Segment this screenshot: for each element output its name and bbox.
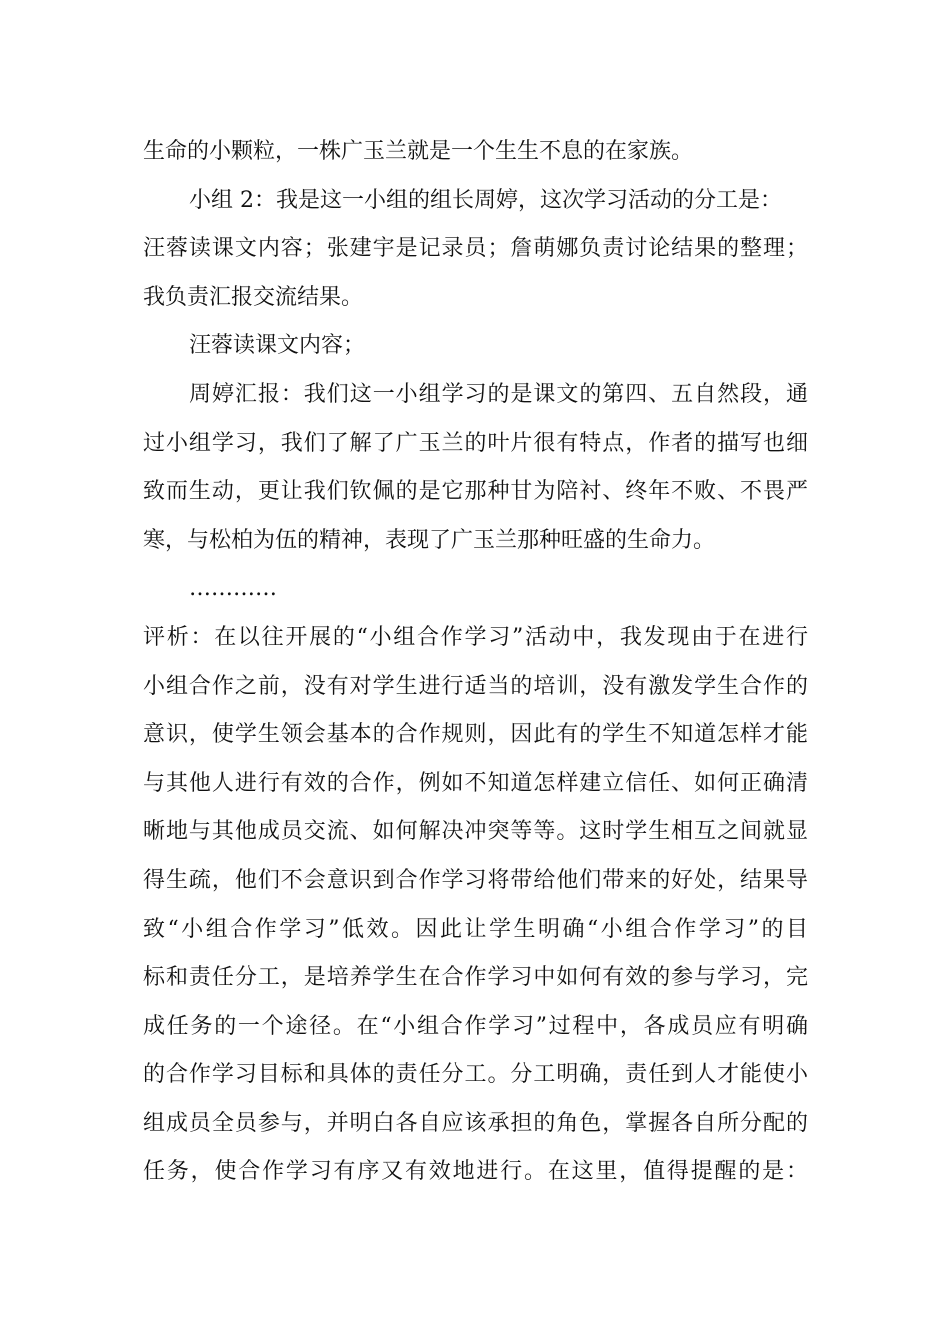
text-line: 得生疏，他们不会意识到合作学习将带给他们带来的好处，结果导	[143, 867, 808, 893]
text-line: 成任务的一个途径。在“小组合作学习”过程中，各成员应有明确	[143, 1013, 808, 1039]
text-line: 任务，使合作学习有序又有效地进行。在这里，值得提醒的是：	[143, 1159, 808, 1185]
text-line: 过小组学习，我们了解了广玉兰的叶片很有特点，作者的描写也细	[143, 430, 808, 456]
text-line: 生命的小颗粒，一株广玉兰就是一个生生不息的在家族。	[143, 139, 694, 164]
text-line: 与其他人进行有效的合作，例如不知道怎样建立信任、如何正确清	[143, 770, 808, 796]
text-line: 致而生动，更让我们钦佩的是它那种甘为陪衬、终年不败、不畏严	[143, 479, 808, 505]
text-line: 我负责汇报交流结果。	[143, 284, 364, 310]
text-line: 周婷汇报：我们这一小组学习的是课文的第四、五自然段，通	[189, 381, 808, 407]
text-line: 晰地与其他成员交流、如何解决冲突等等。这时学生相互之间就显	[143, 819, 808, 845]
text-line: 意识，使学生领会基本的合作规则，因此有的学生不知道怎样才能	[143, 722, 808, 748]
text-line: 汪蓉读课文内容；张建宇是记录员；詹萌娜负责讨论结果的整理；	[143, 236, 808, 262]
text-line: …………	[189, 576, 277, 602]
text-line: 汪蓉读课文内容；	[189, 333, 366, 359]
text-line: 寒，与松柏为伍的精神，表现了广玉兰那种旺盛的生命力。	[143, 527, 716, 553]
text-line: 标和责任分工，是培养学生在合作学习中如何有效的参与学习，完	[143, 965, 808, 991]
text-line: 致“小组合作学习”低效。因此让学生明确“小组合作学习”的目	[143, 916, 808, 942]
text-line: 组成员全员参与，并明白各自应该承担的角色，掌握各自所分配的	[143, 1110, 808, 1136]
text-line: 的合作学习目标和具体的责任分工。分工明确，责任到人才能使小	[143, 1062, 808, 1088]
text-line: 小组 2：我是这一小组的组长周婷，这次学习活动的分工是：	[189, 187, 782, 213]
document-body	[143, 128, 808, 1197]
text-line: 小组合作之前，没有对学生进行适当的培训，没有激发学生合作的	[143, 673, 808, 699]
text-line: 评析：在以往开展的“小组合作学习”活动中，我发现由于在进行	[143, 624, 808, 650]
